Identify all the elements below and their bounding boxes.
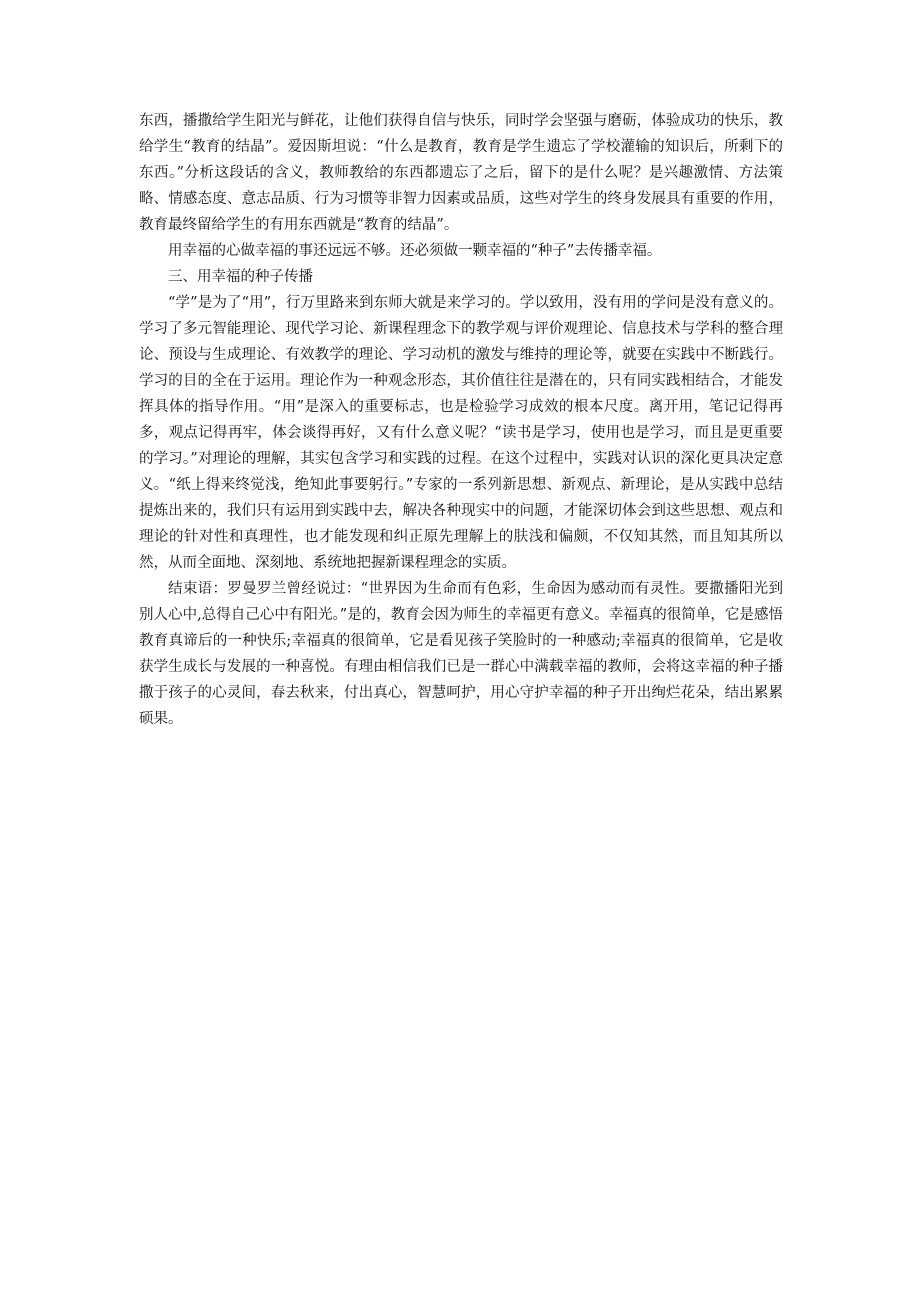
- paragraph-continuation: 东西，播撒给学生阳光与鲜花，让他们获得自信与快乐，同时学会坚强与磨砺，体验成功的快乐，教给学生“教育的结晶”。爱因斯坦说：“什么是教育，教育是学生遗忘了学校灌输的知识后，所剩下的东西。”分析这段话的含义，教师教给的东西都遗忘了之后，留下的是什么呢？是兴趣激情、方法策略、情感态度、意志品质、行为习惯等非智力因素或品质，这些对学生的终身发展具有重要的作用，教育最终留给学生的有用东西就是“教育的结晶”。: [139, 113, 783, 233]
- section-heading-three: 三、用幸福的种子传播: [168, 269, 313, 285]
- paragraph-learning-use: “学”是为了“用”，行万里路来到东师大就是来学习的。学以致用，没有用的学问是没有意义的。学习了多元智能理论、现代学习论、新课程理念下的教学观与评价观理论、信息技术与学科的整合理论、预设与生成理论、有效教学的理论、学习动机的激发与维持的理论等，就要在实践中不断践行。学习的目的全在于运用。理论作为一种观念形态，其价值往往是潜在的，只有同实践相结合，才能发挥具体的指导作用。“用”是深入的重要标志，也是检验学习成效的根本尺度。离开用，笔记记得再多，观点记得再牢，体会谈得再好，又有什么意义呢？“读书是学习，使用也是学习，而且是更重要的学习。”对理论的理解，其实包含学习和实践的过程。在这个过程中，实践对认识的深化更具决定意义。“纸上得来终觉浅，绝知此事要躬行。”专家的一系列新思想、新观点、新理论，是从实践中总结提炼出来的，我们只有运用到实践中去，解决各种现实中的问题，才能深切体会到这些思想、观点和理论的针对性和真理性，也才能发现和纠正原先理解上的肤浅和偏颇，不仅知其然，而且知其所以然，从而全面地、深刻地、系统地把握新课程理念的实质。: [139, 295, 783, 571]
- paragraph-conclusion: 结束语：罗曼罗兰曾经说过：“世界因为生命而有色彩，生命因为感动而有灵性。要撒播阳光到别人心中,总得自己心中有阳光。”是的，教育会因为师生的幸福更有意义。幸福真的很简单，它是感悟教育真谛后的一种快乐;幸福真的很简单，它是看见孩子笑脸时的一种感动;幸福真的很简单，它是收获学生成长与发展的一种喜悦。有理由相信我们已是一群心中满载幸福的教师，会将这幸福的种子播撒于孩子的心灵间，春去秋来，付出真心，智慧呵护，用心守护幸福的种子开出绚烂花朵，结出累累硕果。: [139, 581, 783, 727]
- paragraph-seed-intro: 用幸福的心做幸福的事还远远不够。还必须做一颗幸福的“种子”去传播幸福。: [168, 243, 662, 259]
- document-page: [139, 108, 783, 732]
